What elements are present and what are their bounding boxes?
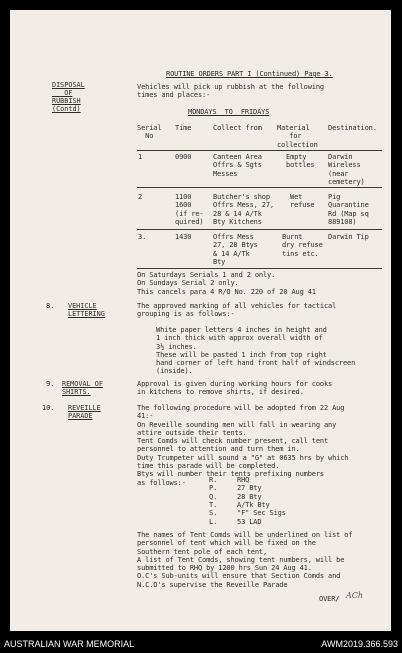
- col-header-collect: Collect from: [213, 124, 262, 132]
- table-row-2-collect: Butcher's shop Offrs Mess, 27, 28 & 14 A/Tk Bty Kitchens: [213, 193, 274, 226]
- table-row-3-time: 1430: [175, 233, 192, 241]
- tent-prefix-unit: "F" Sec Sigs: [237, 509, 286, 518]
- tent-prefix-unit: 28 Bty: [237, 492, 262, 501]
- over-marker: OVER/: [319, 595, 340, 603]
- footer-accession-number: AWM2019.366.593: [321, 639, 398, 649]
- table-row-2-destination: Pig Quarantine Rd (Map sq 889108): [328, 193, 369, 226]
- table-row-3-serial: 3.: [138, 233, 147, 241]
- schedule-subtitle: MONDAYS TO FRIDAYS: [188, 108, 270, 116]
- table-row-1-serial: 1: [138, 153, 143, 161]
- archive-footer: [0, 636, 402, 653]
- col-header-serial: Serial No: [137, 124, 162, 141]
- table-row-1-collect: Canteen Area Offrs & Sgts Messes: [213, 153, 262, 178]
- col-header-time: Time: [175, 124, 192, 132]
- table-row-2-serial: 2: [138, 193, 143, 201]
- side-label-disposal: DISPOSAL OF RUBBISH (Contd): [52, 81, 85, 113]
- para-8-number: 8.: [46, 302, 55, 310]
- tent-prefix-letter: L.: [209, 517, 218, 526]
- table-row-1-destination: Darwin Wireless (near cemetery): [328, 153, 365, 186]
- table-row-2-material: Wet refuse: [290, 193, 315, 210]
- table-row-3-material: Burnt dry refuse tins etc.: [282, 233, 323, 258]
- para-10-text-b: The names of Tent Comds will be underlined on list of personnel of tent which will be fixed on the Southern tent pole of each tent, A list of Tent Comds, showing tent numbers, will be submitted to RHQ by 1200 hrs Sun 24 Aug 41. O.C's Sub-units will ensure that Section Comds and N.C.O's supervise the Reveille Parade: [137, 531, 353, 589]
- footer-institution: AUSTRALIAN WAR MEMORIAL: [4, 639, 135, 649]
- table-row-rule: [137, 187, 382, 188]
- tent-prefix-letter: P.: [209, 484, 218, 493]
- weekend-notes: On Saturdays Serials 1 and 2 only. On Sundays Serial 2 only. This cancels para 4 R/O No. 220 of 20 Aug 41: [137, 271, 316, 296]
- col-header-destination: Destination.: [328, 124, 377, 132]
- table-row-rule: [137, 229, 382, 230]
- tent-prefix-letter: S.: [209, 509, 218, 518]
- para-10-label: REVEILLE PARADE: [68, 404, 101, 420]
- table-header-rule: [137, 150, 382, 151]
- para-9-number: 9.: [46, 380, 55, 388]
- table-row-1-material: Empty bottles: [286, 153, 315, 170]
- tent-prefix-letter: T.: [209, 500, 218, 509]
- tent-prefix-unit: A/Tk Bty: [237, 500, 270, 509]
- page-title: ROUTINE ORDERS PART I (Continued) Page 3.: [166, 70, 333, 78]
- tent-prefix-letter: R.: [209, 476, 218, 484]
- table-end-rule: [137, 268, 382, 269]
- tent-prefix-unit: 27 Bty: [237, 484, 262, 493]
- table-row-2-time: 1100 1600 (if re- quired): [175, 193, 204, 226]
- intro-text: Vehicles will pick up rubbish at the following times and places:-: [137, 83, 324, 100]
- para-9-text: Approval is given during working hours for cooks in kitchens to remove shirts, if desired.: [137, 380, 333, 397]
- para-10-number: 10.: [42, 404, 55, 412]
- col-header-material: Material for collection: [277, 124, 318, 149]
- para-8-intro: The approved marking of all vehicles for tactical grouping is as follows:-: [137, 302, 337, 319]
- tent-prefix-unit: 53 LAD: [237, 517, 262, 526]
- tent-prefix-unit: RHQ: [237, 476, 250, 484]
- document-page: [10, 10, 391, 631]
- para-10-text-a: The following procedure will be adopted from 22 Aug 41:- On Reveille sounding men will fall in wearing any attire outside their tents. Tent Comds will check number present, call tent personnel to attention and turn them in. Duty Trumpeter will sound a "G" at 0635 hrs by which time this parade will be completed. Btys will number their tents prefixing numbers as follows:-: [137, 404, 349, 487]
- para-8-detail: White paper letters 4 inches in height and 1 inch thick with approx overall width of 3½ inches. These will be pasted 1 inch from top right hand corner of left hand front half of windscreen (inside).: [156, 326, 356, 376]
- para-9-label: REMOVAL OF SHIRTS.: [62, 380, 103, 396]
- handwritten-initials: ACh: [346, 591, 364, 600]
- table-row-3-destination: Darwin Tip: [328, 233, 369, 241]
- tent-prefix-letter: Q.: [209, 492, 218, 501]
- table-row-1-time: 0900: [175, 153, 192, 161]
- table-row-3-collect: Offrs Mess 27, 28 Btys & 14 A/Tk Bty: [213, 233, 258, 266]
- para-8-label: VEHICLE LETTERING: [68, 302, 105, 318]
